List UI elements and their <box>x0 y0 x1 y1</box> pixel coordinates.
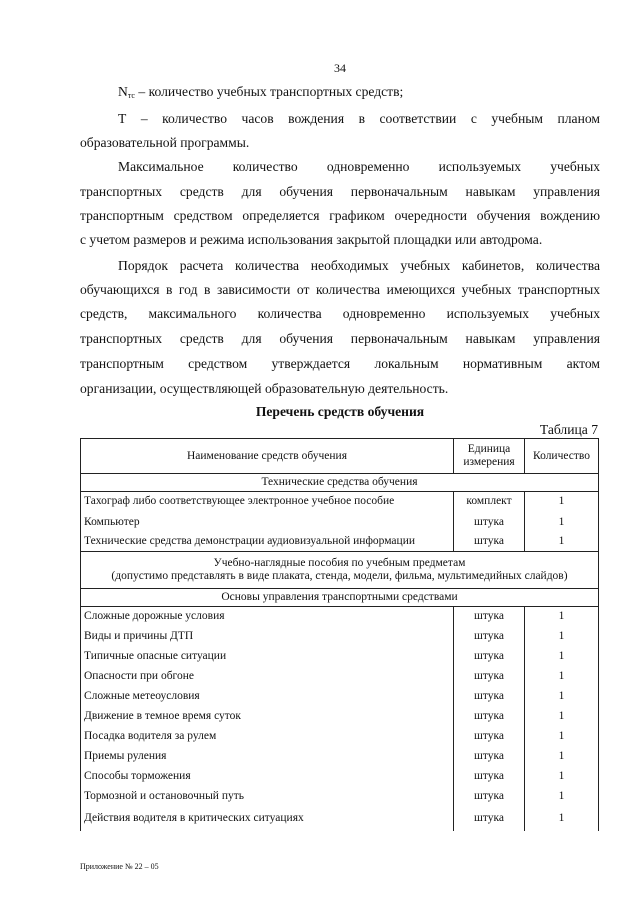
item-unit: штука <box>454 787 525 807</box>
paragraph2-line: средств, максимального количества одновременно используемых учебных <box>80 306 600 321</box>
table-row <box>81 627 599 647</box>
section-row <box>81 589 599 607</box>
item-quantity: 1 <box>525 687 599 707</box>
item-name: Типичные опасные ситуации <box>81 647 454 667</box>
item-name: Компьютер <box>81 512 454 533</box>
table-row <box>81 707 599 727</box>
item-name: Движение в темное время суток <box>81 707 454 727</box>
item-unit: штука <box>454 512 525 533</box>
t-definition-line-2: образовательной программы. <box>80 135 250 150</box>
paragraph2-line: транспортным средством утверждается локальным нормативным актом <box>80 356 600 371</box>
item-quantity: 1 <box>525 647 599 667</box>
item-quantity: 1 <box>525 787 599 807</box>
table-row <box>81 647 599 667</box>
item-unit: штука <box>454 607 525 627</box>
item-unit: штука <box>454 747 525 767</box>
header-quantity: Количество <box>525 439 599 474</box>
item-name: Сложные метеоусловия <box>81 687 454 707</box>
item-name: Опасности при обгоне <box>81 667 454 687</box>
item-quantity: 1 <box>525 767 599 787</box>
table-header-row <box>81 439 599 474</box>
header-name: Наименование средств обучения <box>81 439 454 474</box>
item-name: Способы торможения <box>81 767 454 787</box>
table-row <box>81 687 599 707</box>
item-unit: комплект <box>454 492 525 512</box>
paragraph1-line: транспортным средством определяется графиком очередности обучения вождению <box>80 208 600 223</box>
header-unit-line-1: Единица <box>467 443 511 455</box>
item-quantity: 1 <box>525 533 599 552</box>
table-row <box>81 492 599 512</box>
item-quantity: 1 <box>525 667 599 687</box>
paragraph2-line: транспортных средств для обучения первоначальным навыкам управления <box>80 331 600 346</box>
n-definition-line <box>118 83 600 101</box>
item-unit: штука <box>454 767 525 787</box>
table-row <box>81 512 599 533</box>
paragraph2-line: обучающихся в год в зависимости от количества имеющихся учебных транспортных <box>80 282 600 297</box>
table-row <box>81 747 599 767</box>
n-subscript: тс <box>127 91 135 100</box>
page-number: 34 <box>334 61 346 75</box>
header-unit-line-2: измерения <box>463 456 515 468</box>
item-unit: штука <box>454 687 525 707</box>
item-quantity: 1 <box>525 607 599 627</box>
footer-note: Приложение № 22 – 05 <box>80 862 159 871</box>
item-quantity: 1 <box>525 807 599 831</box>
section-visual-aids-line-1: Учебно-наглядные пособия по учебным предметам <box>213 557 466 569</box>
item-unit: штука <box>454 627 525 647</box>
item-name: Приемы руления <box>81 747 454 767</box>
table-row <box>81 807 599 831</box>
table-row <box>81 767 599 787</box>
paragraph2-line: организации, осуществляющей образовательную деятельность. <box>80 381 449 396</box>
item-quantity: 1 <box>525 727 599 747</box>
item-name: Посадка водителя за рулем <box>81 727 454 747</box>
item-name: Сложные дорожные условия <box>81 607 454 627</box>
header-unit <box>454 439 525 474</box>
table-row <box>81 787 599 807</box>
item-quantity: 1 <box>525 627 599 647</box>
item-unit: штука <box>454 667 525 687</box>
section-visual-aids-line-2: (допустимо представлять в виде плаката, стенда, модели, фильма, мультимедийных слайдов) <box>111 570 568 582</box>
section-row <box>81 474 599 492</box>
section-visual-aids <box>81 552 599 589</box>
paragraph1-line: с учетом размеров и режима использования закрытой площадки или автодрома. <box>80 232 543 247</box>
section-row <box>81 552 599 589</box>
list-title: Перечень средств обучения <box>255 404 425 419</box>
item-quantity: 1 <box>525 492 599 512</box>
paragraph2-line: Порядок расчета количества необходимых учебных кабинетов, количества <box>118 258 600 273</box>
section-vehicle-control-basics: Основы управления транспортными средствами <box>81 589 599 607</box>
item-unit: штука <box>454 533 525 552</box>
table-label: Таблица 7 <box>539 422 598 437</box>
table-row <box>81 607 599 627</box>
item-unit: штука <box>454 807 525 831</box>
item-unit: штука <box>454 647 525 667</box>
item-name: Тахограф либо соответствующее электронное учебное пособие <box>81 492 454 512</box>
table-row <box>81 727 599 747</box>
t-definition-line-1: Т – количество часов вождения в соответствии с учебным планом <box>118 111 600 126</box>
table-row <box>81 533 599 552</box>
section-technical: Технические средства обучения <box>81 474 599 492</box>
item-name: Тормозной и остановочный путь <box>81 787 454 807</box>
item-quantity: 1 <box>525 747 599 767</box>
paragraph1-line: транспортных средств для обучения первоначальным навыкам управления <box>80 184 600 199</box>
n-definition-text: – количество учебных транспортных средств; <box>134 84 404 99</box>
paragraph1-line: Максимальное количество одновременно используемых учебных <box>118 159 600 174</box>
item-name: Действия водителя в критических ситуациях <box>81 807 454 831</box>
item-unit: штука <box>454 707 525 727</box>
n-symbol: N <box>118 84 128 99</box>
item-unit: штука <box>454 727 525 747</box>
training-means-table <box>80 438 599 831</box>
item-quantity: 1 <box>525 512 599 533</box>
table-row <box>81 667 599 687</box>
item-name: Технические средства демонстрации аудиовизуальной информации <box>81 533 454 552</box>
item-name: Виды и причины ДТП <box>81 627 454 647</box>
item-quantity: 1 <box>525 707 599 727</box>
